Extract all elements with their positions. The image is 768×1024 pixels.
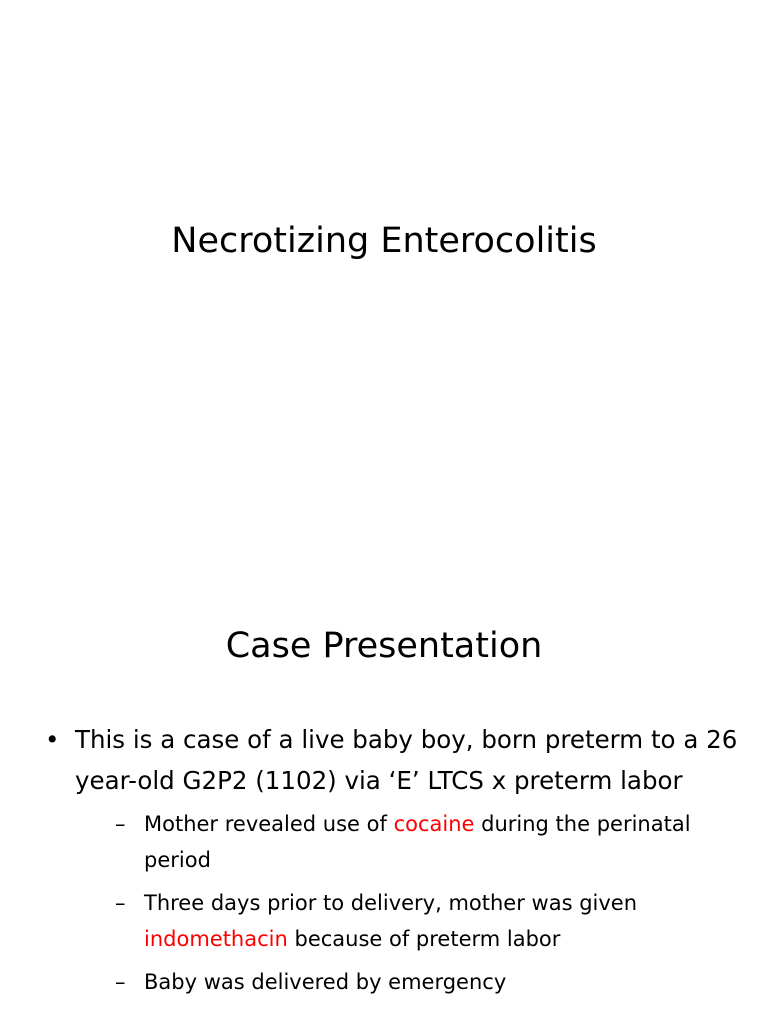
sub-bullet-item — [75, 964, 740, 1000]
bullet-text: This is a case of a live baby boy, born preterm to a 26 year-old G2P2 (1102) via ‘E’ LTCS x preterm labor — [75, 725, 738, 795]
slide-title-heading: Necrotizing Enterocolitis — [171, 221, 597, 261]
sub-bullet-text-end: because of preterm labor — [287, 927, 561, 951]
sub-bullet-marker: – — [115, 891, 126, 915]
sub-bullet-item — [75, 806, 740, 878]
bullet-item — [40, 719, 740, 1000]
sub-bullet-text-end: during the perinatal period — [144, 812, 691, 872]
sub-bullet-item — [75, 885, 740, 957]
sub-bullet-text: Mother revealed use of — [144, 812, 394, 836]
highlighted-term-indomethacin: indomethacin — [144, 927, 288, 951]
sub-bullet-text: Three days prior to delivery, mother was given — [144, 891, 638, 915]
case-presentation-heading: Case Presentation — [225, 626, 543, 666]
bullet-list — [40, 719, 740, 1007]
sub-bullet-marker: – — [115, 970, 126, 994]
sub-bullet-text: Baby was delivered by emergency — [144, 970, 507, 994]
slide-case-presentation — [0, 576, 768, 1024]
sub-bullet-marker: – — [115, 812, 126, 836]
bullet-marker: • — [45, 725, 60, 754]
sub-bullet-list — [75, 806, 740, 1000]
highlighted-term-cocaine: cocaine — [393, 812, 475, 836]
